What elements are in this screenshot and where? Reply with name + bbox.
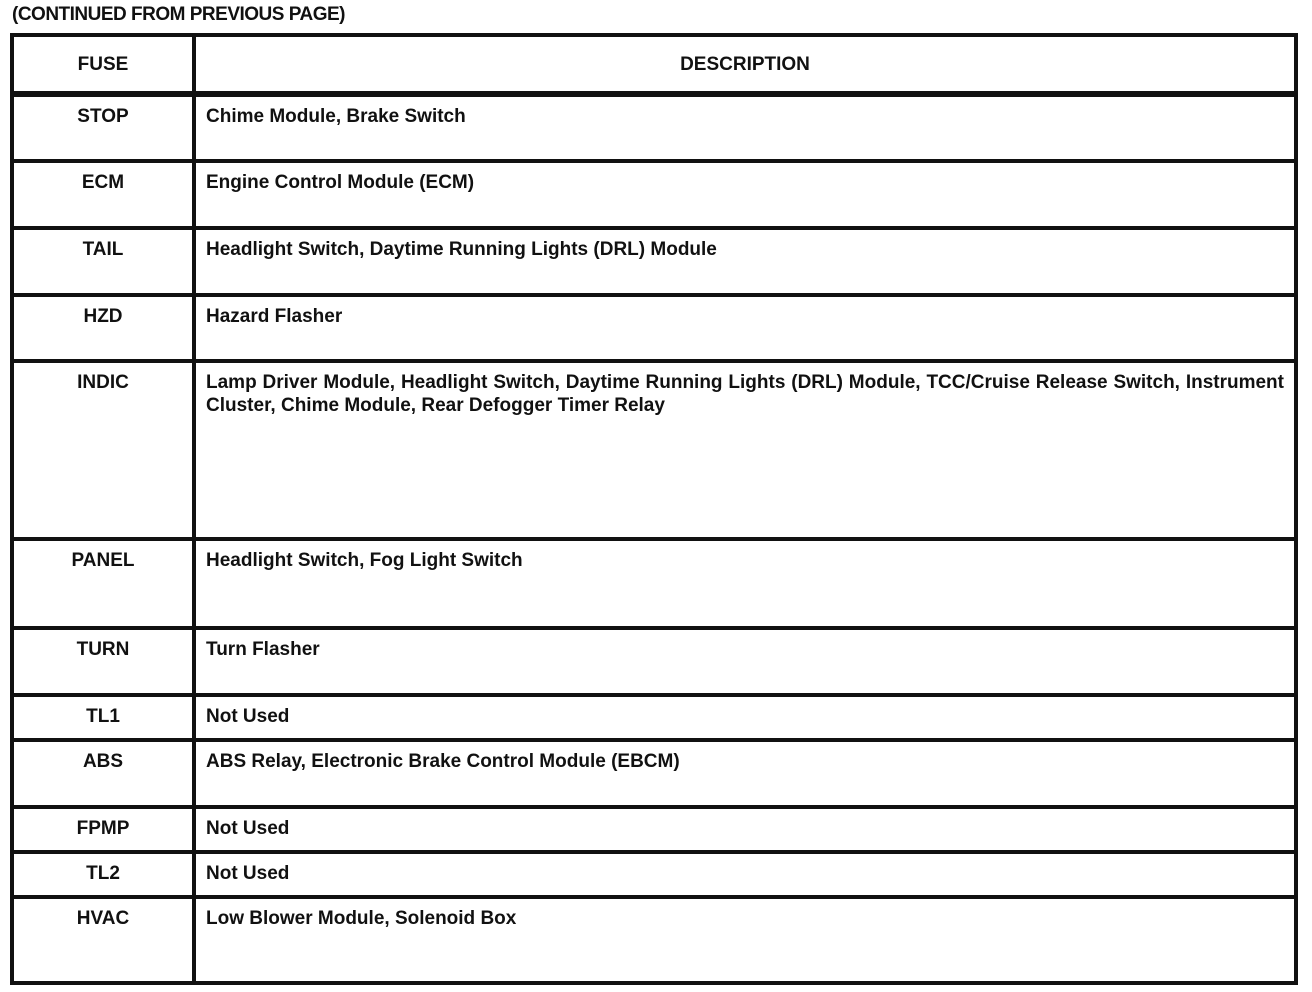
fuse-cell: HVAC [12,897,194,983]
description-cell: Not Used [194,807,1296,852]
fuse-cell: ECM [12,161,194,228]
table-row-ecm [12,161,1296,228]
table-row-hvac [12,897,1296,983]
table-row-indic [12,361,1296,539]
table-row-abs [12,740,1296,807]
table-row-hzd [12,295,1296,361]
table-row-fpmp [12,807,1296,852]
description-cell: Headlight Switch, Fog Light Switch [194,539,1296,628]
table-row-tl1 [12,695,1296,740]
fuse-cell: ABS [12,740,194,807]
table-row-stop [12,94,1296,161]
description-cell: Not Used [194,852,1296,897]
fuse-cell: FPMP [12,807,194,852]
fuse-description-table [10,33,1298,985]
description-cell: Lamp Driver Module, Headlight Switch, Daytime Running Lights (DRL) Module, TCC/Cruise Release Switch, Instrument Cluster, Chime Module, Rear Defogger Timer Relay [194,361,1296,539]
fuse-cell: TURN [12,628,194,695]
description-cell: Engine Control Module (ECM) [194,161,1296,228]
description-cell: Low Blower Module, Solenoid Box [194,897,1296,983]
table-header-row [12,35,1296,94]
table-row-panel [12,539,1296,628]
fuse-cell: TL2 [12,852,194,897]
description-cell: Hazard Flasher [194,295,1296,361]
fuse-cell: STOP [12,94,194,161]
description-cell: Chime Module, Brake Switch [194,94,1296,161]
description-cell: Not Used [194,695,1296,740]
description-cell: Headlight Switch, Daytime Running Lights (DRL) Module [194,228,1296,295]
description-cell: ABS Relay, Electronic Brake Control Module (EBCM) [194,740,1296,807]
table-row-turn [12,628,1296,695]
fuse-cell: TAIL [12,228,194,295]
continued-from-previous-page-note: (CONTINUED FROM PREVIOUS PAGE) [12,4,345,25]
description-column-header: DESCRIPTION [194,35,1296,94]
table-row-tl2 [12,852,1296,897]
description-cell: Turn Flasher [194,628,1296,695]
table-row-tail [12,228,1296,295]
fuse-cell: PANEL [12,539,194,628]
fuse-column-header: FUSE [12,35,194,94]
fuse-cell: INDIC [12,361,194,539]
fuse-cell: TL1 [12,695,194,740]
fuse-cell: HZD [12,295,194,361]
